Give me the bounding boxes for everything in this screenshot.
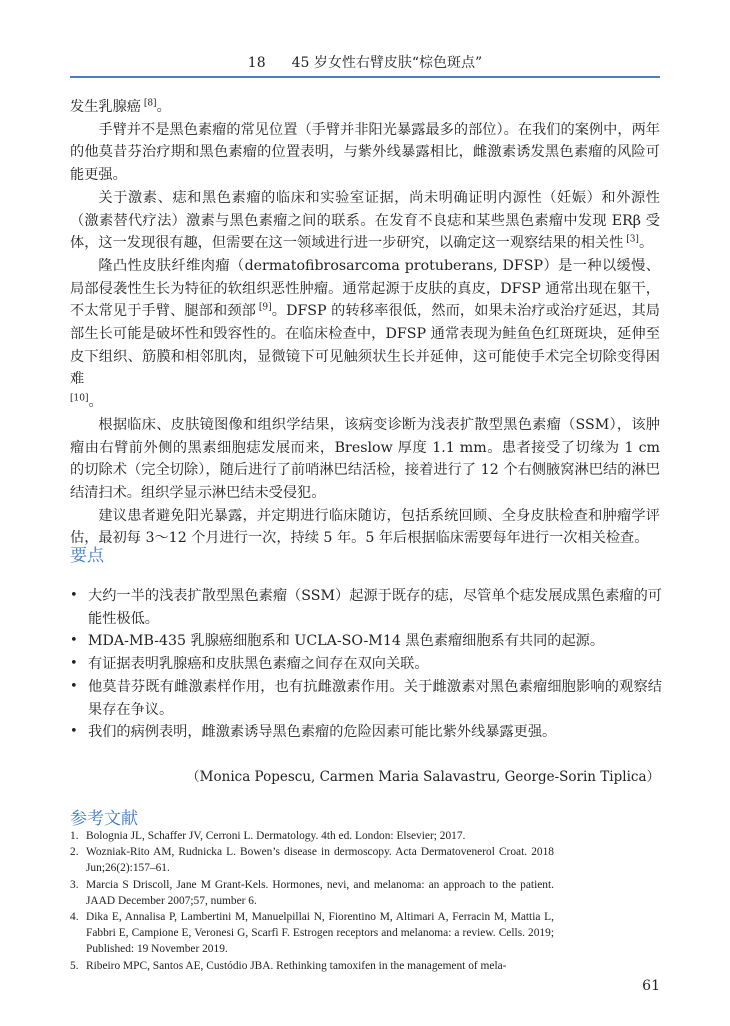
paragraph-text-after-ref: 。DFSP 的转移率很低，然而，如果未治疗或治疗延迟，其局部生长可能是破坏性和毁容性的。在临床检查中，DFSP 通常表现为鲑鱼色红斑斑块，延伸至皮下组织、筋膜和相邻肌肉，显微镜下可见触须状生长并延伸，这可能使手术完全切除变得困难 [70, 303, 660, 388]
key-point-text: 我们的病例表明，雌激素诱导黑色素瘤的危险因素可能比紫外线暴露更强。 [88, 724, 557, 741]
header-rule [70, 76, 660, 78]
key-point-text: MDA-MB-435 乳腺癌细胞系和 UCLA-SO-M14 黑色素瘤细胞系有共同的起源。 [88, 633, 605, 650]
author-credit: （Monica Popescu, Carmen Maria Salavastru, George-Sorin Tiplica） [186, 769, 660, 785]
page-number: 61 [642, 978, 660, 994]
reference-item [70, 828, 554, 844]
paragraph-text-after-ref: 。 [88, 394, 103, 411]
bullet-icon: • [70, 588, 78, 603]
paragraph-text-after-ref: 。 [638, 235, 654, 252]
body-paragraph [70, 391, 660, 414]
citation-ref: [8] [140, 98, 157, 109]
body-paragraph [70, 255, 660, 391]
reference-item [70, 844, 554, 876]
bullet-icon: • [70, 678, 78, 694]
reference-text: Bolognia JL, Schaffer JV, Cerroni L. Dermatology. 4th ed. London: Elsevier; 2017. [86, 830, 466, 842]
bullet-icon: • [70, 724, 78, 740]
key-point-text: 大约一半的浅表扩散型黑色素瘤（SSM）起源于既存的痣，尽管单个痣发展成黑色素瘤的可能性极低。 [88, 588, 662, 627]
reference-number: 4. [70, 911, 79, 924]
key-point-item [70, 721, 662, 744]
paragraph-text: 发生乳腺癌 [70, 99, 141, 115]
reference-text: Wozniak-Rito AM, Rudnicka L. Bowen’s disease in dermoscopy. Acta Dermatovenerol Croat. 2018 Jun;26(2):157–61. [86, 846, 554, 875]
chapter-title: 45 岁女性右臂皮肤“棕色斑点” [291, 55, 483, 71]
citation-ref: [10] [70, 393, 89, 404]
reference-number: 3. [70, 878, 79, 891]
body-paragraph [70, 505, 660, 550]
key-point-text: 他莫昔芬既有雌激素样作用，也有抗雌激素作用。关于雌激素对黑色素瘤细胞影响的观察结果存在争议。 [88, 678, 662, 718]
citation-ref: [9] [255, 302, 272, 313]
chapter-number: 18 [247, 55, 266, 71]
references-title: 参考文献 [70, 809, 138, 829]
key-point-text: 有证据表明乳腺癌和皮肤黑色素瘤之间存在双向关联。 [88, 656, 429, 673]
body-paragraph [70, 414, 660, 505]
paragraph-text: 建议患者避免阳光暴露，并定期进行临床随访，包括系统回顾、全身皮肤检查和肿瘤学评估，最初每 3～12 个月进行一次，持续 5 年。5 年后根据临床需要每年进行一次相关检查。 [70, 507, 660, 547]
key-points-title: 要点 [70, 546, 104, 566]
reference-number: 1. [70, 830, 79, 842]
body-paragraph [70, 187, 660, 255]
paragraph-text: 手臂并不是黑色素瘤的常见位置（手臂并非阳光暴露最多的部位）。在我们的案例中，两年的他莫昔芬治疗期和黑色素瘤的位置表明，与紫外线暴露相比，雌激素诱发黑色素瘤的风险可能更强。 [70, 121, 660, 184]
reference-text: Marcia S Driscoll, Jane M Grant-Kels. Hormones, nevi, and melanoma: an approach to the patient. JAAD December 2007;57, number 6. [86, 878, 554, 907]
body-paragraph [70, 119, 660, 187]
paragraph-text: 隆凸性皮肤纤维肉瘤（dermatofibrosarcoma protuberans, DFSP）是一种以缓慢、局部侵袭性生长为特征的软组织恶性肿瘤。通常起源于皮肤的真皮，DFSP 通常出现在躯干，不太常见于手臂、腿部和颈部 [70, 257, 660, 320]
paragraph-text: 关于激素、痣和黑色素瘤的临床和实验室证据，尚未明确证明内源性（妊娠）和外源性（激素替代疗法）激素与黑色素瘤之间的联系。在发育不良痣和某些黑色素瘤中发现 ERβ 受体，这一发现很有趣，但需要在这一领域进行进一步研究，以确定这一观察结果的相关性 [70, 189, 660, 252]
key-points-list [70, 585, 662, 744]
key-point-item [70, 630, 662, 653]
running-header [70, 52, 660, 72]
references-list [70, 828, 554, 974]
key-point-item [70, 585, 662, 630]
body-text [70, 96, 660, 550]
reference-text: Dika E, Annalisa P, Lambertini M, Manuelpillai N, Fiorentino M, Altimari A, Ferracin M, Mattia L, Fabbri E, Campione E, Veronesi G, Scarfì F. Estrogen receptors and melanoma: a review. Cells. 2019; Published: 19 November 2019. [86, 911, 554, 956]
reference-item [70, 958, 554, 974]
bullet-icon: • [70, 656, 78, 672]
reference-item [70, 877, 554, 909]
reference-item [70, 909, 554, 958]
key-point-item [70, 676, 662, 721]
reference-number: 2. [70, 846, 79, 859]
citation-ref: [3] [623, 234, 639, 245]
key-point-item [70, 653, 662, 676]
bullet-icon: • [70, 633, 78, 649]
reference-text: Ribeiro MPC, Santos AE, Custódio JBA. Rethinking tamoxifen in the management of mela- [86, 959, 507, 972]
reference-number: 5. [70, 959, 79, 972]
paragraph-text: 根据临床、皮肤镜图像和组织学结果，该病变诊断为浅表扩散型黑色素瘤（SSM），该肿瘤由右臂前外侧的黑素细胞痣发展而来，Breslow 厚度 1.1 mm。患者接受了切缘为 1 cm 的切除术（完全切除），随后进行了前哨淋巴结活检，接着进行了 12 个右侧腋窝淋巴结的淋巴结清扫术。组织学显示淋巴结未受侵犯。 [70, 416, 660, 501]
paragraph-text-after-ref: 。 [156, 99, 171, 115]
body-paragraph [70, 96, 660, 119]
